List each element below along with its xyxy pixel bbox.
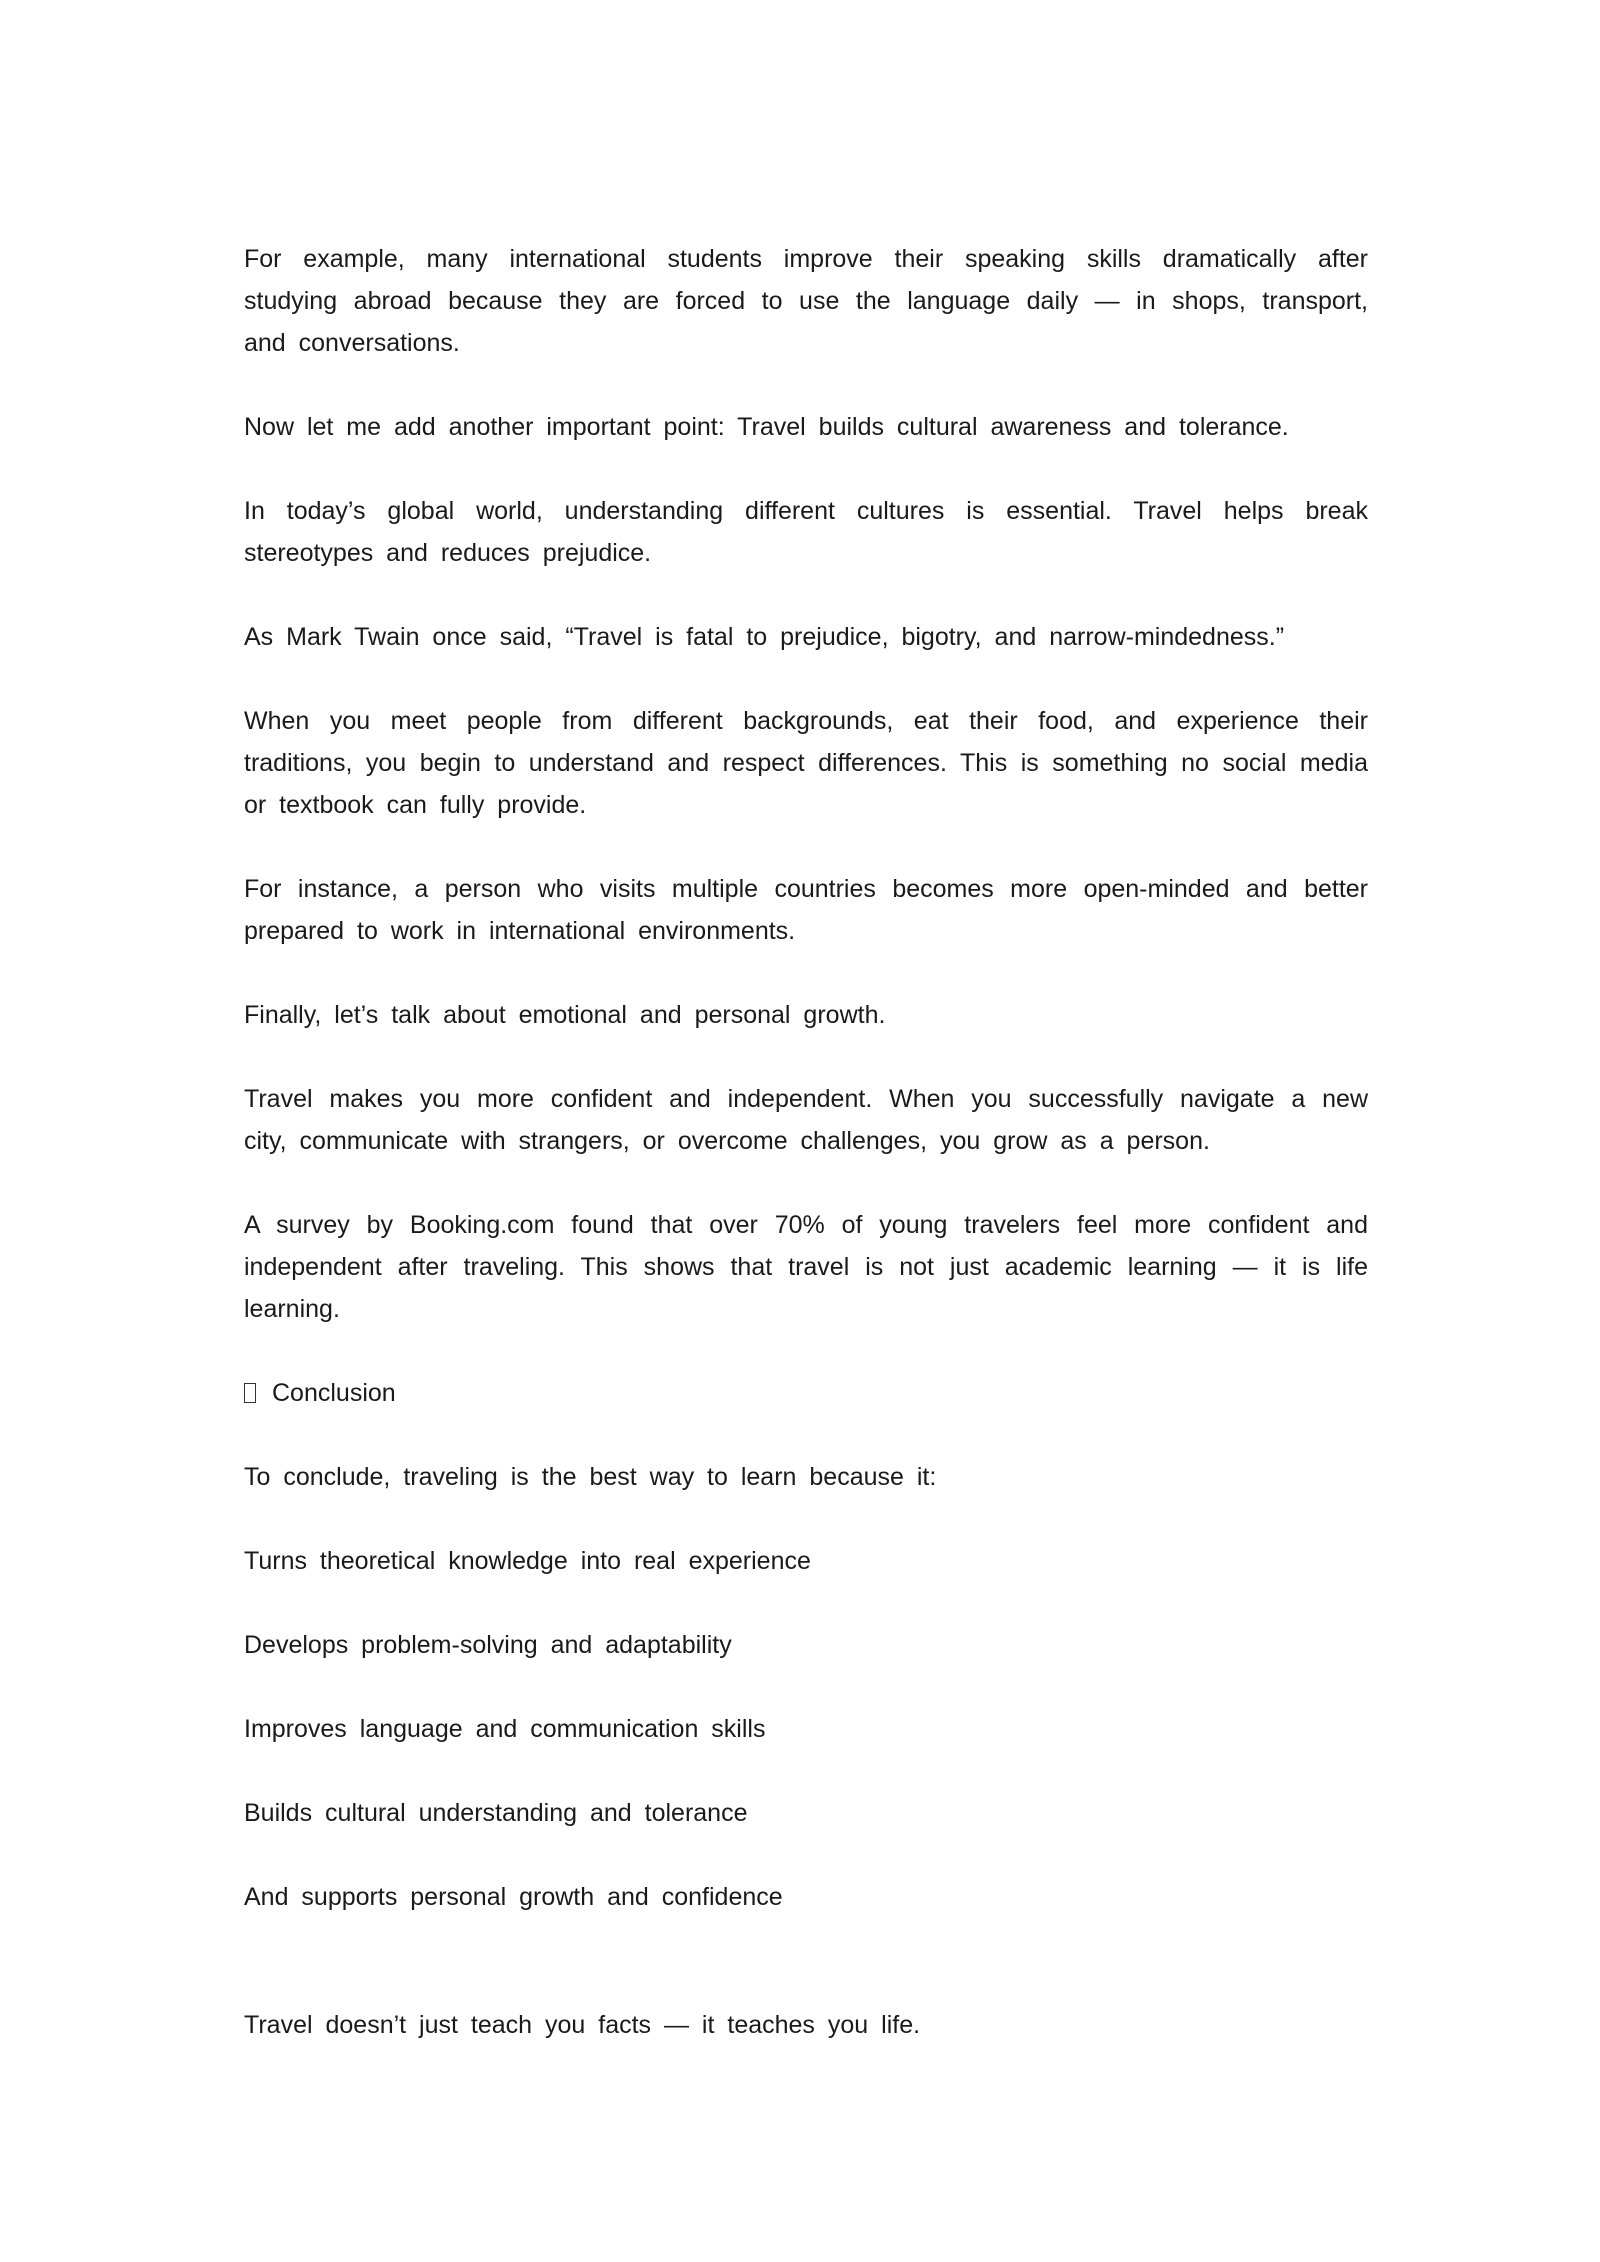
conclusion-heading bbox=[244, 1372, 1368, 1414]
conclusion-heading-text: Conclusion bbox=[272, 1379, 396, 1407]
paragraph-mark-twain-quote: As Mark Twain once said, “Travel is fatal to prejudice, bigotry, and narrow-mindedness.” bbox=[244, 623, 1285, 651]
missing-glyph-icon bbox=[244, 1383, 256, 1403]
conclusion-point: Turns theoretical knowledge into real experience bbox=[244, 1547, 811, 1575]
paragraph-meet-people: When you meet people from different backgrounds, eat their food, and experience their traditions, you begin to understand and respect differences. This is something no social media or textbook can fully provide. bbox=[244, 707, 1368, 819]
paragraph-confidence: Travel makes you more confident and independent. When you successfully navigate a new city, communicate with strangers, or overcome challenges, you grow as a person. bbox=[244, 1085, 1368, 1155]
conclusion-intro: To conclude, traveling is the best way to learn because it: bbox=[244, 1463, 937, 1491]
paragraph-example-students: For example, many international students improve their speaking skills dramatically after studying abroad because they are forced to use the language daily — in shops, transport, and conversations. bbox=[244, 245, 1368, 357]
paragraph-global-world: In today’s global world, understanding different cultures is essential. Travel helps break stereotypes and reduces prejudice. bbox=[244, 497, 1368, 567]
conclusion-point: And supports personal growth and confidence bbox=[244, 1883, 783, 1911]
paragraph-emotional-growth: Finally, let’s talk about emotional and personal growth. bbox=[244, 1001, 886, 1029]
conclusion-point: Develops problem-solving and adaptability bbox=[244, 1631, 732, 1659]
conclusion-point: Builds cultural understanding and tolerance bbox=[244, 1799, 748, 1827]
closing-line: Travel doesn’t just teach you facts — it teaches you life. bbox=[244, 2011, 921, 2039]
document-body bbox=[244, 238, 1368, 2088]
paragraph-survey: A survey by Booking.com found that over 70% of young travelers feel more confident and independent after traveling. This shows that travel is not just academic learning — it is life learning. bbox=[244, 1211, 1368, 1323]
conclusion-point: Improves language and communication skills bbox=[244, 1715, 766, 1743]
paragraph-for-instance: For instance, a person who visits multiple countries becomes more open-minded and better prepared to work in international environments. bbox=[244, 875, 1368, 945]
paragraph-cultural-awareness-point: Now let me add another important point: Travel builds cultural awareness and tolerance. bbox=[244, 413, 1289, 441]
